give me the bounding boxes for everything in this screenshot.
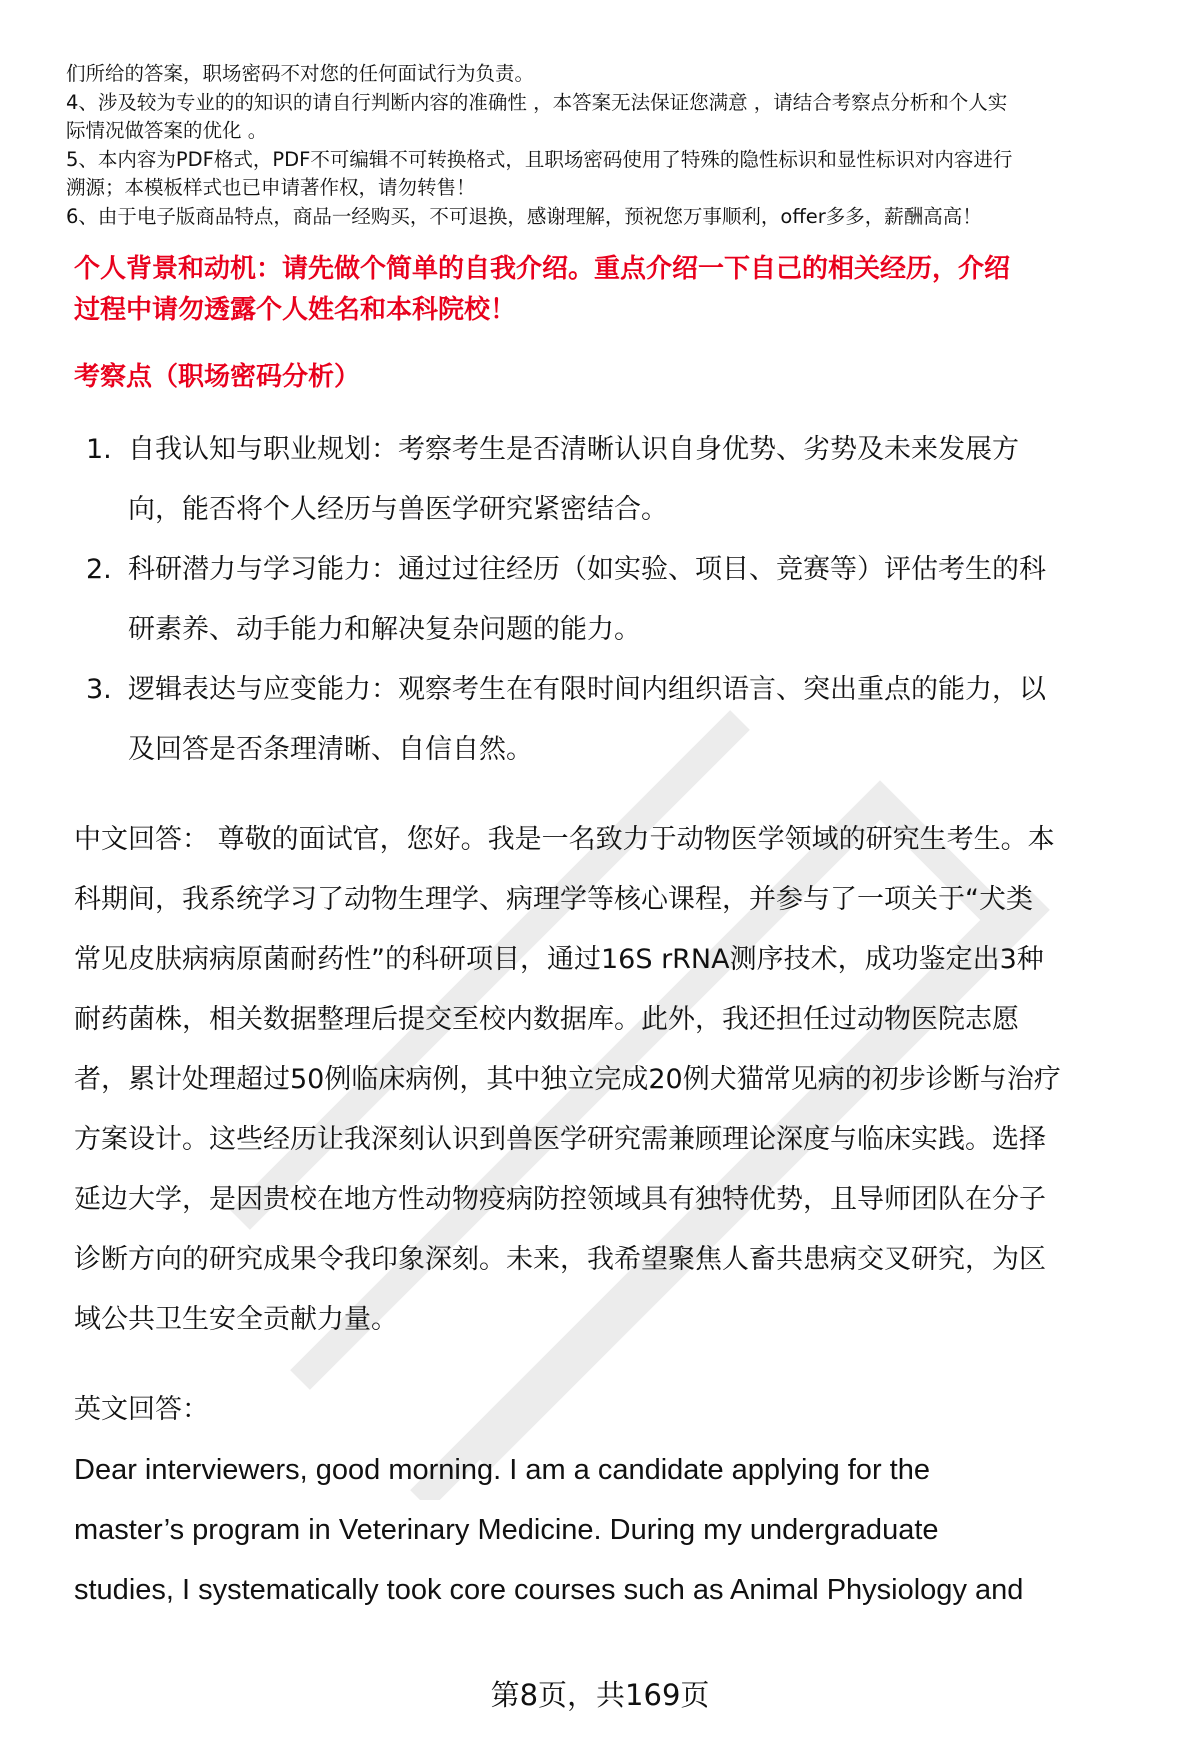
notice-line: 6、由于电子版商品特点，商品一经购买，不可退换，感谢理解，预祝您万事顺利，offer多多，薪酬高高！ <box>66 204 982 228</box>
english-answer <box>74 1380 1154 1620</box>
english-answer-label: 英文回答： <box>74 1394 209 1425</box>
point-text: 向，能否将个人经历与兽医学研究紧密结合。 <box>128 494 668 525</box>
answer-line: 中文回答： 尊敬的面试官，您好。我是一名致力于动物医学领域的研究生考生。本 <box>74 824 1055 855</box>
point-number: 1. <box>86 434 112 465</box>
question-line: 过程中请勿透露个人姓名和本科院校！ <box>74 295 517 325</box>
english-answer-line: Dear interviewers, good morning. I am a candidate applying for the <box>74 1454 930 1486</box>
answer-line: 科期间，我系统学习了动物生理学、病理学等核心课程，并参与了一项关于“犬类 <box>74 884 1033 915</box>
answer-line: 常见皮肤病病原菌耐药性”的科研项目，通过16S rRNA测序技术，成功鉴定出3种 <box>74 944 1044 975</box>
point-number: 2. <box>86 554 112 585</box>
page-footer: 第8页，共169页 <box>490 1678 710 1712</box>
analysis-heading: 考察点（职场密码分析） <box>74 362 361 392</box>
notice-line: 们所给的答案，职场密码不对您的任何面试行为负责。 <box>66 62 535 85</box>
analysis-point <box>74 540 1154 660</box>
answer-line: 延边大学，是因贵校在地方性动物疫病防控领域具有独特优势，且导师团队在分子 <box>74 1184 1046 1215</box>
english-answer-line: studies, I systematically took core courses such as Animal Physiology and <box>74 1574 1024 1606</box>
analysis-point <box>74 660 1154 780</box>
answer-line: 耐药菌株，相关数据整理后提交至校内数据库。此外，我还担任过动物医院志愿 <box>74 1004 1019 1035</box>
notice-line: 溯源；本模板样式也已申请著作权，请勿转售！ <box>66 176 476 199</box>
answer-line: 诊断方向的研究成果令我印象深刻。未来，我希望聚焦人畜共患病交叉研究，为区 <box>74 1244 1046 1275</box>
point-text: 研素养、动手能力和解决复杂问题的能力。 <box>128 614 641 645</box>
analysis-points <box>74 420 1154 780</box>
notice-line: 际情况做答案的优化 。 <box>66 119 268 142</box>
notice-line: 5、本内容为PDF格式，PDF不可编辑不可转换格式，且职场密码使用了特殊的隐性标识和显性标识对内容进行 <box>66 147 1013 171</box>
english-answer-line: master’s program in Veterinary Medicine. During my undergraduate <box>74 1514 939 1546</box>
notice-block <box>66 60 1154 231</box>
question-heading <box>74 249 1154 331</box>
answer-line: 域公共卫生安全贡献力量。 <box>74 1304 398 1335</box>
notice-line: 4、涉及较为专业的的知识的请自行判断内容的准确性 ，本答案无法保证您满意 ，请结合考察点分析和个人实 <box>66 90 1008 114</box>
answer-line: 者，累计处理超过50例临床病例，其中独立完成20例犬猫常见病的初步诊断与治疗 <box>74 1064 1061 1095</box>
answer-line: 方案设计。这些经历让我深刻认识到兽医学研究需兼顾理论深度与临床实践。选择 <box>74 1124 1046 1155</box>
point-text: 逻辑表达与应变能力：观察考生在有限时间内组织语言、突出重点的能力，以 <box>128 674 1046 705</box>
question-line: 个人背景和动机：请先做个简单的自我介绍。重点介绍一下自己的相关经历，介绍 <box>74 254 1011 284</box>
analysis-point <box>74 420 1154 540</box>
point-text: 自我认知与职业规划：考察考生是否清晰认识自身优势、劣势及未来发展方 <box>128 434 1019 465</box>
point-text: 及回答是否条理清晰、自信自然。 <box>128 734 533 765</box>
point-text: 科研潜力与学习能力：通过过往经历（如实验、项目、竞赛等）评估考生的科 <box>128 554 1046 585</box>
chinese-answer <box>74 810 1154 1350</box>
document-page <box>66 60 1154 1620</box>
point-number: 3. <box>86 674 112 705</box>
